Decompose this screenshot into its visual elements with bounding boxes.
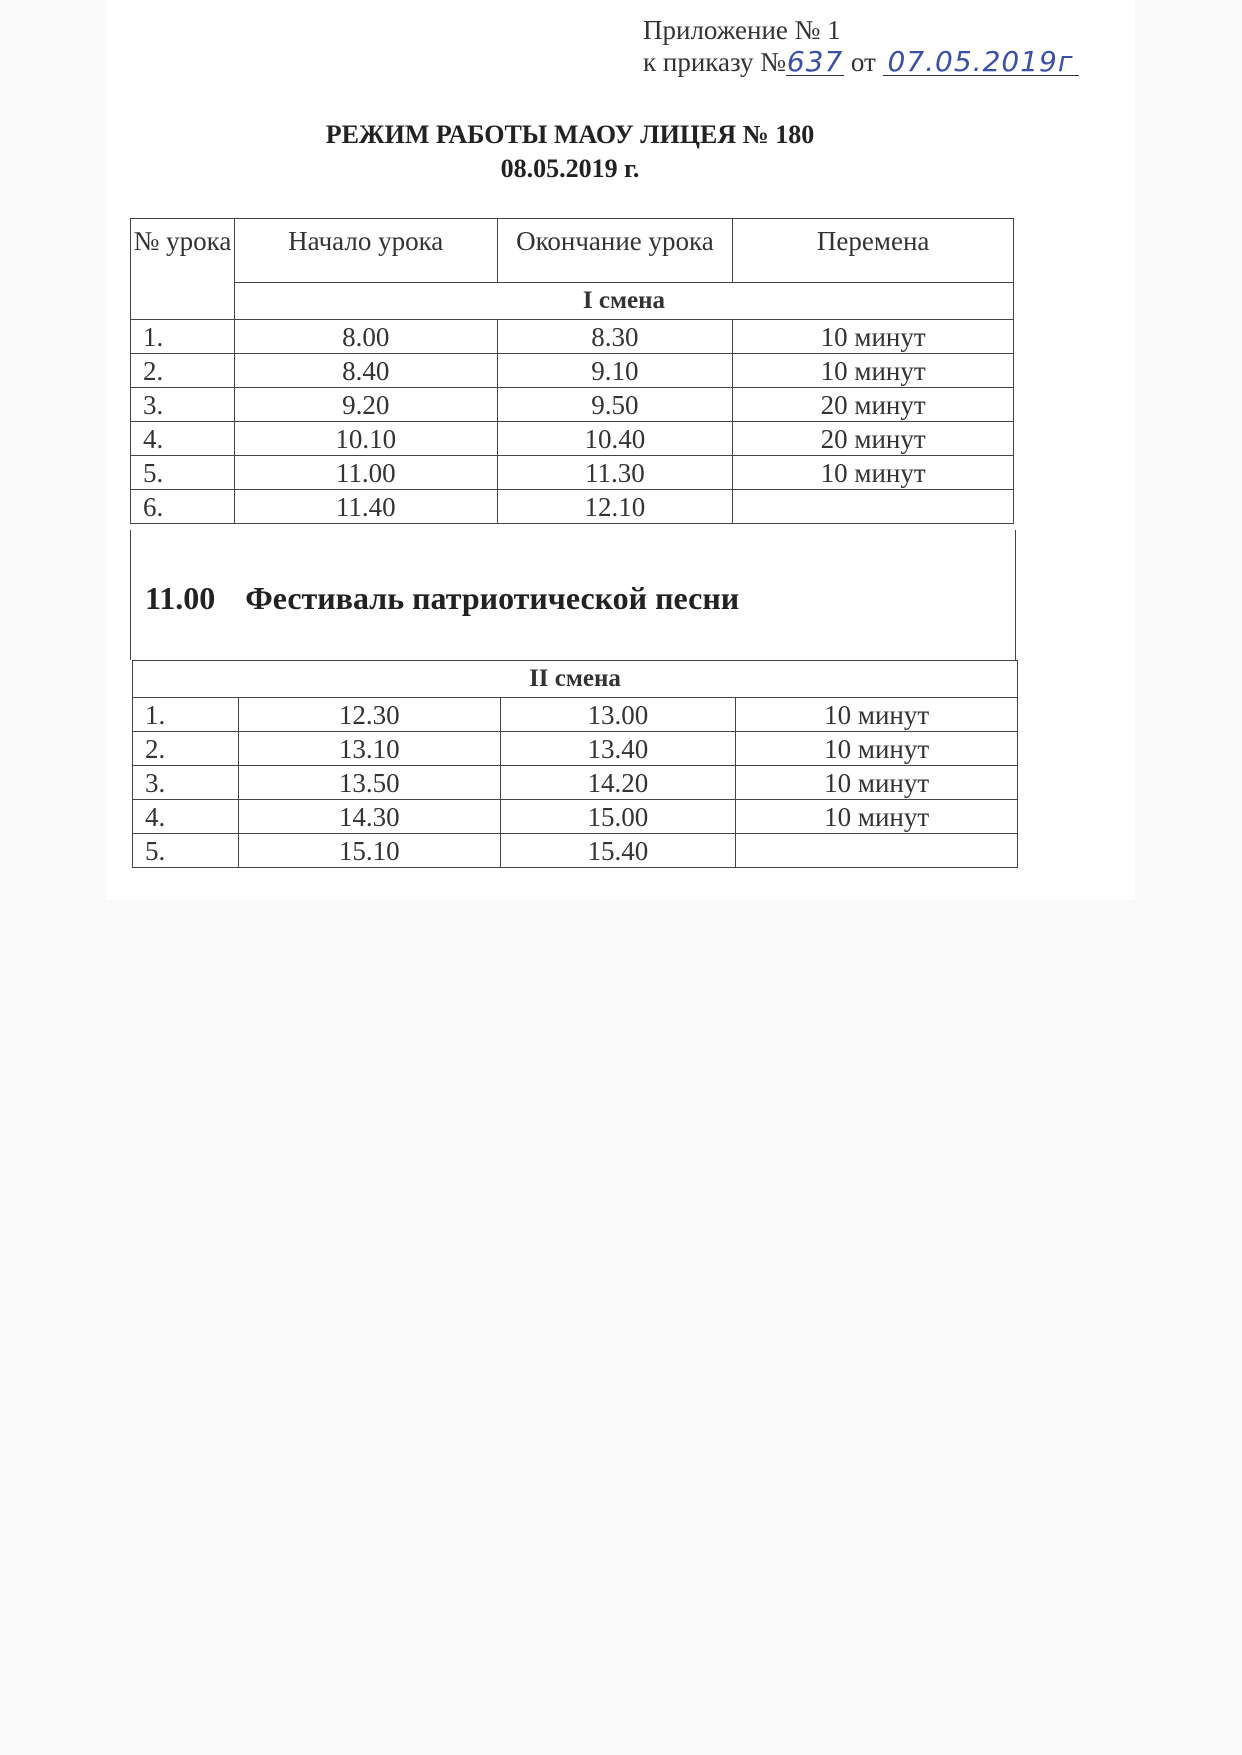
schedule-row [133,766,1018,800]
lesson-start-cell: 13.10 [238,732,500,766]
order-date-handwritten: 07.05.2019г [887,45,1074,78]
schedule-row [133,834,1018,868]
lesson-end-cell: 14.20 [500,766,736,800]
lesson-number-cell: 3. [133,766,239,800]
break-duration-cell: 20 минут [733,388,1014,422]
lesson-end-cell: 12.10 [497,490,733,524]
lesson-end-cell: 15.40 [500,834,736,868]
shift-2-rows [133,698,1018,868]
header-lesson-end: Окончание урока [497,219,733,283]
lesson-end-cell: 13.00 [500,698,736,732]
annex-note [643,14,1079,78]
lesson-number-cell: 5. [133,834,239,868]
lesson-number-cell: 4. [131,422,235,456]
order-number-field [786,45,844,78]
event-time: 11.00 [145,580,216,616]
header-lesson-start: Начало урока [234,219,497,283]
annex-order-prefix: к приказу № [643,47,787,77]
lesson-start-cell: 9.20 [234,388,497,422]
lesson-start-cell: 10.10 [234,422,497,456]
lesson-number-cell: 2. [133,732,239,766]
schedule-row [131,456,1014,490]
lesson-start-cell: 11.40 [234,490,497,524]
lesson-number-cell: 6. [131,490,235,524]
break-duration-cell [736,834,1018,868]
schedule-row [131,320,1014,354]
schedule-row [131,422,1014,456]
event-announcement [145,580,739,617]
break-duration-cell: 10 минут [733,320,1014,354]
lesson-start-cell: 12.30 [238,698,500,732]
lesson-number-cell: 1. [131,320,235,354]
lesson-start-cell: 8.40 [234,354,497,388]
break-duration-cell: 10 минут [736,766,1018,800]
lesson-end-cell: 9.50 [497,388,733,422]
break-duration-cell: 10 минут [736,698,1018,732]
lesson-number-cell: 3. [131,388,235,422]
order-date-field [883,45,1079,78]
schedule-row [131,354,1014,388]
shift-1-rows [131,320,1014,524]
lesson-start-cell: 13.50 [238,766,500,800]
break-duration-cell: 20 минут [733,422,1014,456]
shift-2-table [132,660,1018,868]
break-duration-cell: 10 минут [733,456,1014,490]
header-lesson-number: № урока [131,219,235,320]
lesson-start-cell: 8.00 [234,320,497,354]
break-duration-cell: 10 минут [733,354,1014,388]
shift-1-table [130,218,1014,524]
schedule-row [133,698,1018,732]
lesson-number-cell: 4. [133,800,239,834]
header-break: Перемена [733,219,1014,283]
annex-line-2 [643,46,1079,78]
event-block [130,530,1016,660]
annex-order-from: от [850,47,876,77]
schedule-row [131,388,1014,422]
lesson-start-cell: 11.00 [234,456,497,490]
lesson-end-cell: 8.30 [497,320,733,354]
lesson-end-cell: 15.00 [500,800,736,834]
schedule-row [133,800,1018,834]
lesson-number-cell: 5. [131,456,235,490]
lesson-number-cell: 1. [133,698,239,732]
title-line-1: РЕЖИМ РАБОТЫ МАОУ ЛИЦЕЯ № 180 [325,120,815,149]
annex-line-1: Приложение № 1 [643,15,841,45]
shift-1-label: I смена [234,283,1013,320]
lesson-end-cell: 13.40 [500,732,736,766]
order-number-handwritten: 637 [786,45,844,78]
break-duration-cell: 10 минут [736,732,1018,766]
title-date: 08.05.2019 г. [500,154,640,183]
lesson-start-cell: 14.30 [238,800,500,834]
event-name: Фестиваль патриотической песни [245,580,740,616]
lesson-end-cell: 10.40 [497,422,733,456]
document-title [230,118,910,186]
break-duration-cell [733,490,1014,524]
shift-2-label: II смена [133,661,1018,698]
schedule-row [131,490,1014,524]
lesson-number-cell: 2. [131,354,235,388]
lesson-end-cell: 9.10 [497,354,733,388]
lesson-end-cell: 11.30 [497,456,733,490]
break-duration-cell: 10 минут [736,800,1018,834]
lesson-start-cell: 15.10 [238,834,500,868]
schedule-row [133,732,1018,766]
